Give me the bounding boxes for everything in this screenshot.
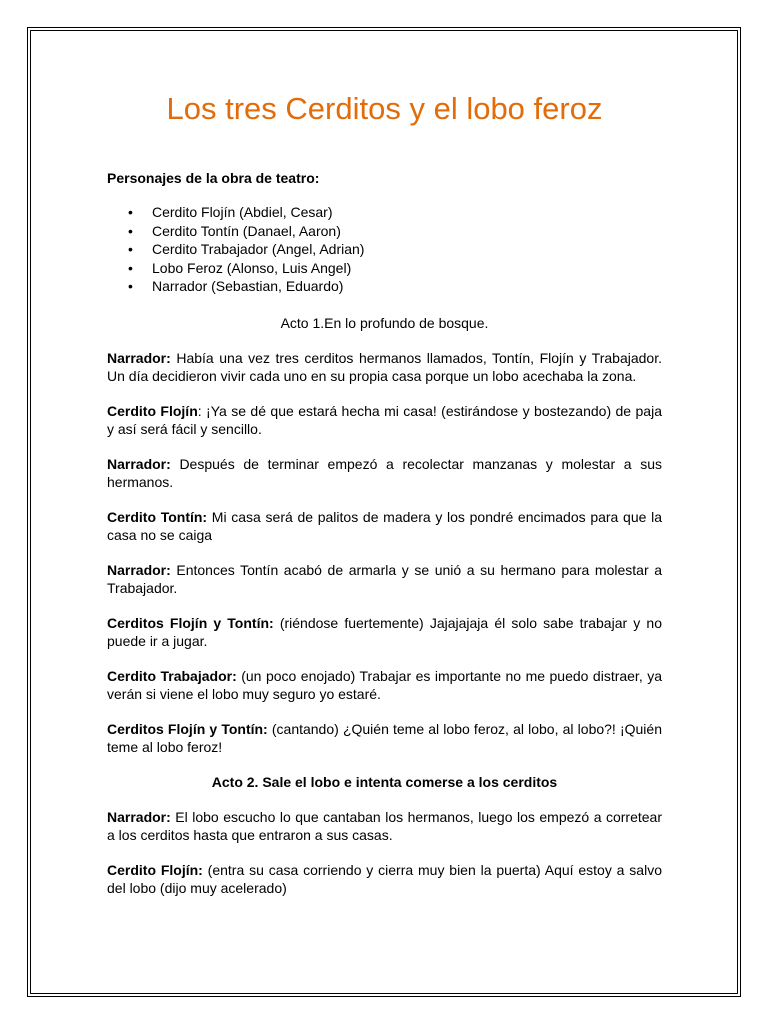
bullet-icon: • xyxy=(128,222,133,239)
speaker-name: Narrador: xyxy=(107,809,171,826)
bullet-icon: • xyxy=(128,278,133,295)
character-name: Lobo Feroz (Alonso, Luis Angel) xyxy=(152,259,352,276)
characters-list xyxy=(107,203,662,296)
dialogue-text: El lobo escucho lo que cantaban los hermanos, luego los empezó a corretear a los cerditos hasta que entraron a sus casas. xyxy=(107,809,662,844)
dialogue-text: (cantando) ¿Quién teme al lobo feroz, al lobo, al lobo?! ¡Quién teme al lobo feroz! xyxy=(107,721,662,756)
dialogue-paragraph xyxy=(107,402,662,438)
dialogue-paragraph xyxy=(107,667,662,703)
dialogue-text: Había una vez tres cerditos hermanos llamados, Tontín, Flojín y Trabajador. Un día decidieron vivir cada uno en su propia casa porque un lobo acechaba la zona. xyxy=(107,350,662,385)
list-item xyxy=(107,203,662,222)
character-name: Cerdito Tontín (Danael, Aaron) xyxy=(152,222,341,239)
dialogue-text: (un poco enojado) Trabajar es importante no me puedo distraer, ya verán si viene el lobo muy seguro yo estaré. xyxy=(107,668,662,703)
dialogue-text: : ¡Ya se dé que estará hecha mi casa! (estirándose y bostezando) de paja y así será fácil y sencillo. xyxy=(107,403,662,438)
dialogue-paragraph xyxy=(107,808,662,844)
dialogue-paragraph xyxy=(107,561,662,597)
character-name: Narrador (Sebastian, Eduardo) xyxy=(152,278,344,295)
dialogue-text: Entonces Tontín acabó de armarla y se unió a su hermano para molestar a Trabajador. xyxy=(107,562,662,597)
act-1-heading: Acto 1.En lo profundo de bosque. xyxy=(280,314,489,331)
list-item xyxy=(107,222,662,241)
bullet-icon: • xyxy=(128,204,133,221)
speaker-name: Cerdito Tontín: xyxy=(107,509,208,526)
document-body xyxy=(107,90,662,914)
speaker-name: Cerdito Flojín xyxy=(107,403,198,420)
speaker-name: Cerditos Flojín y Tontín: xyxy=(107,615,274,632)
act-2-heading: Acto 2. Sale el lobo e intenta comerse a los cerditos xyxy=(211,774,558,791)
list-item xyxy=(107,240,662,259)
bullet-icon: • xyxy=(128,241,133,258)
characters-heading: Personajes de la obra de teatro: xyxy=(107,170,320,187)
speaker-name: Cerdito Flojín: xyxy=(107,862,203,879)
document-title: Los tres Cerditos y el lobo feroz xyxy=(166,91,603,126)
list-item xyxy=(107,277,662,296)
dialogue-text: Mi casa será de palitos de madera y los pondré encimados para que la casa no se caiga xyxy=(107,509,662,544)
bullet-icon: • xyxy=(128,259,133,276)
speaker-name: Narrador: xyxy=(107,562,171,579)
dialogue-paragraph xyxy=(107,720,662,756)
speaker-name: Cerdito Trabajador: xyxy=(107,668,237,685)
character-name: Cerdito Flojín (Abdiel, Cesar) xyxy=(152,204,333,221)
dialogue-paragraph xyxy=(107,861,662,897)
dialogue-text: (entra su casa corriendo y cierra muy bien la puerta) Aquí estoy a salvo del lobo (dijo muy acelerado) xyxy=(107,862,662,897)
speaker-name: Cerditos Flojín y Tontín: xyxy=(107,721,268,738)
dialogue-text: (riéndose fuertemente) Jajajajaja él solo sabe trabajar y no puede ir a jugar. xyxy=(107,615,662,650)
dialogue-paragraph xyxy=(107,349,662,385)
dialogue-text: Después de terminar empezó a recolectar manzanas y molestar a sus hermanos. xyxy=(107,456,662,491)
dialogue-paragraph xyxy=(107,508,662,544)
speaker-name: Narrador: xyxy=(107,350,171,367)
speaker-name: Narrador: xyxy=(107,456,171,473)
dialogue-paragraph xyxy=(107,614,662,650)
list-item xyxy=(107,259,662,278)
character-name: Cerdito Trabajador (Angel, Adrian) xyxy=(152,241,365,258)
dialogue-paragraph xyxy=(107,455,662,491)
